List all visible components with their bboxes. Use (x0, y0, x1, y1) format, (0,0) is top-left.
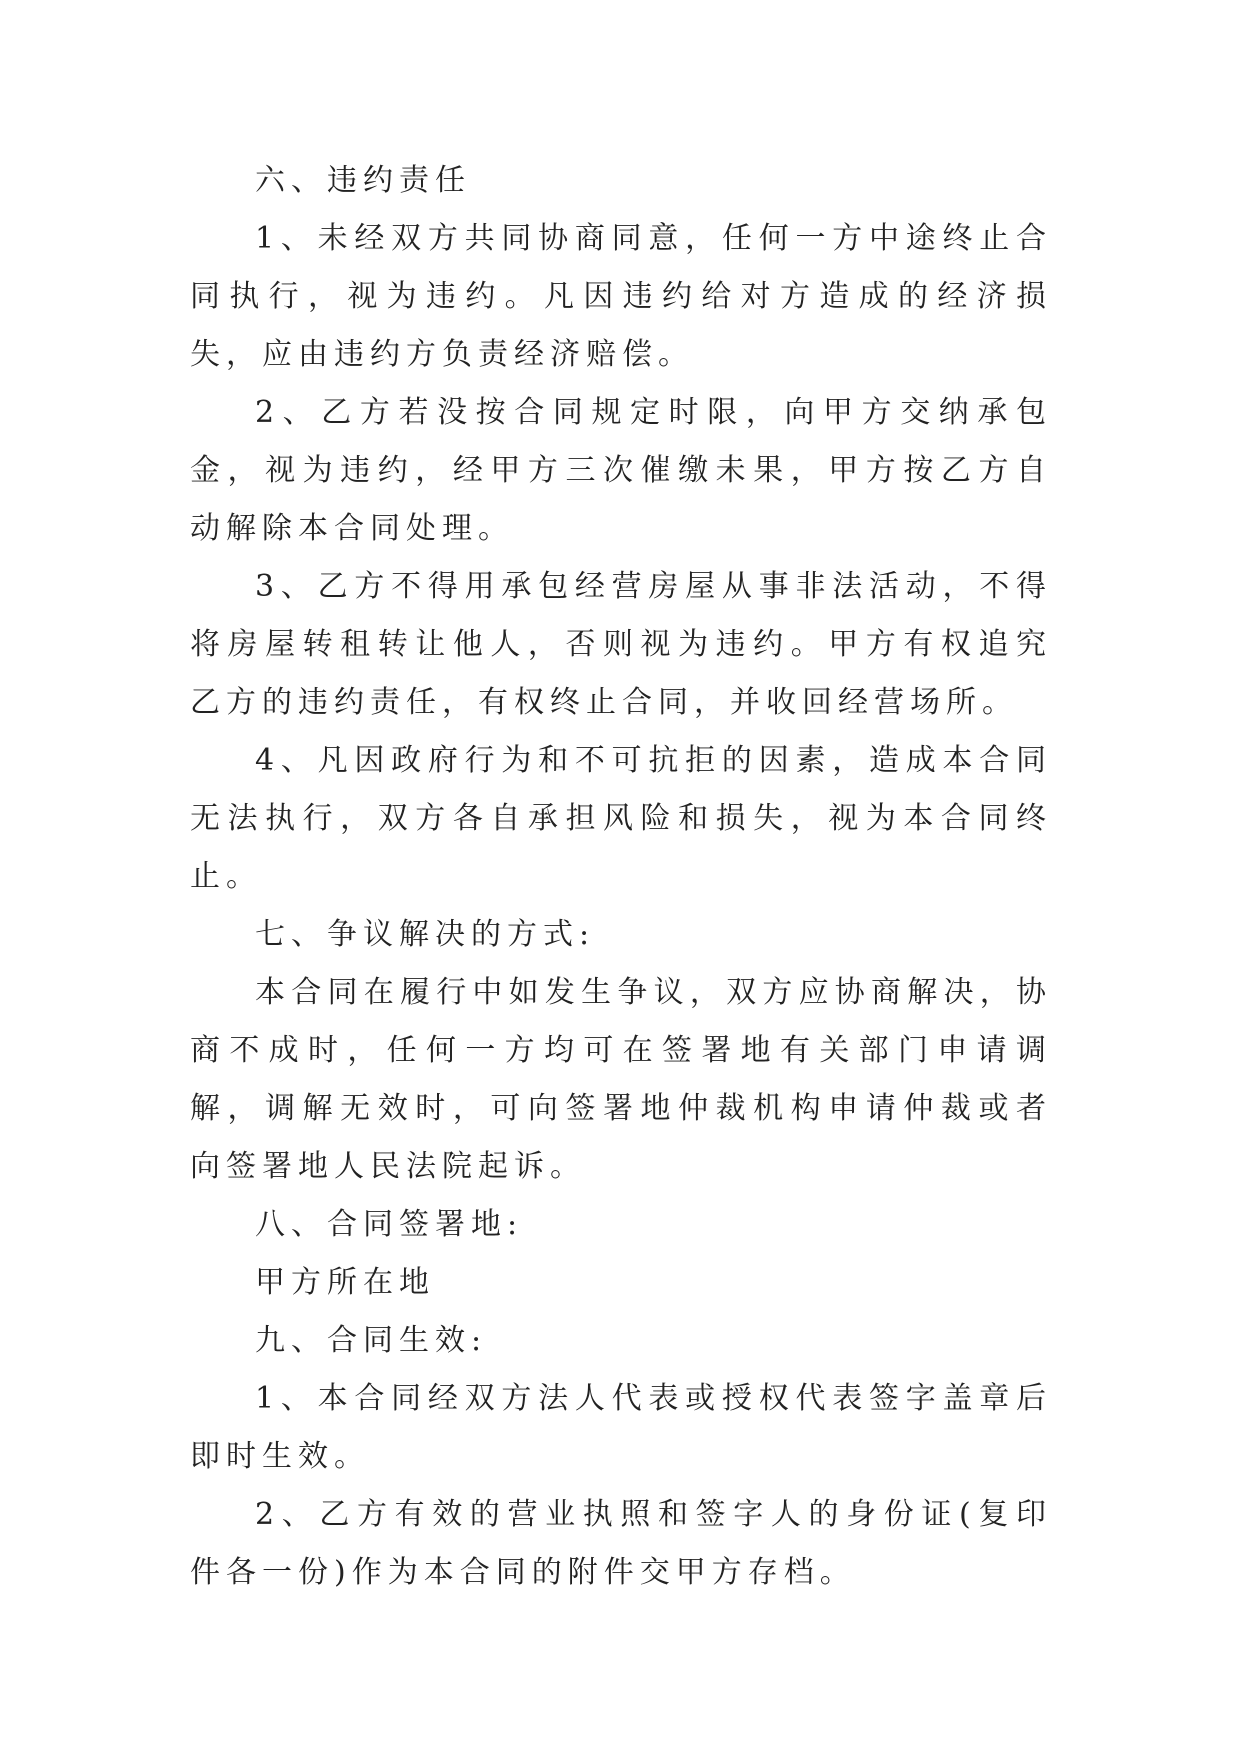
document-body (190, 152, 1052, 1602)
clause-paragraph: 2、乙方有效的营业执照和签字人的身份证(复印件各一份)作为本合同的附件交甲方存档。 (190, 1497, 1052, 1590)
section-heading-dispute-resolution: 七、争议解决的方式: (255, 917, 596, 952)
clause-paragraph: 1、本合同经双方法人代表或授权代表签字盖章后即时生效。 (190, 1381, 1052, 1474)
clause-paragraph: 1、未经双方共同协商同意，任何一方中途终止合同执行，视为违约。凡因违约给对方造成的经济损失，应由违约方负责经济赔偿。 (190, 221, 1052, 372)
section-heading-effectiveness: 九、合同生效: (255, 1323, 488, 1358)
section-heading-signing-place: 八、合同签署地: (255, 1207, 524, 1242)
section-heading-breach-liability: 六、违约责任 (255, 163, 471, 198)
clause-paragraph: 2、乙方若没按合同规定时限，向甲方交纳承包金，视为违约，经甲方三次催缴未果，甲方按乙方自动解除本合同处理。 (190, 395, 1052, 546)
clause-paragraph: 甲方所在地 (255, 1265, 435, 1300)
clause-paragraph: 3、乙方不得用承包经营房屋从事非法活动，不得将房屋转租转让他人，否则视为违约。甲方有权追究乙方的违约责任，有权终止合同，并收回经营场所。 (190, 569, 1052, 720)
clause-paragraph: 4、凡因政府行为和不可抗拒的因素，造成本合同无法执行，双方各自承担风险和损失，视为本合同终止。 (190, 743, 1052, 894)
clause-paragraph: 本合同在履行中如发生争议，双方应协商解决，协商不成时，任何一方均可在签署地有关部门申请调解，调解无效时，可向签署地仲裁机构申请仲裁或者向签署地人民法院起诉。 (190, 975, 1052, 1184)
